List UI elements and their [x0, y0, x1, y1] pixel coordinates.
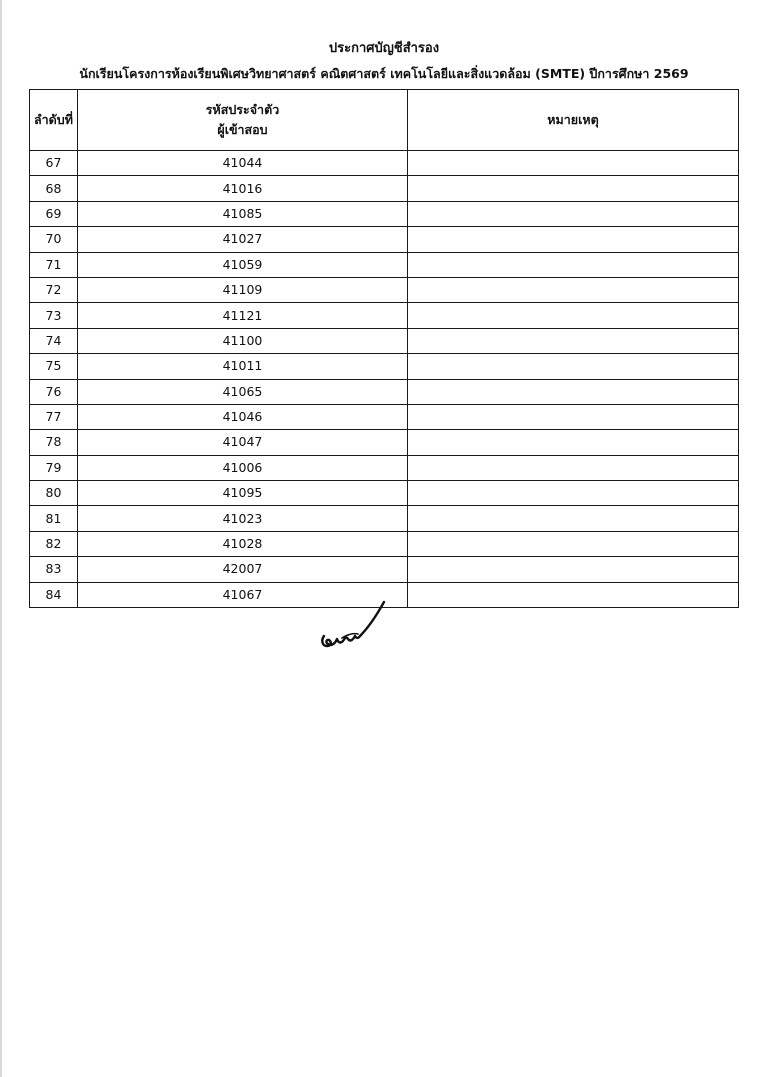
reserve-list-table-container [29, 89, 738, 608]
cell-order: 68 [30, 176, 78, 201]
cell-candidate-id: 41011 [78, 354, 408, 379]
table-row [30, 201, 739, 226]
cell-remark [408, 151, 739, 176]
cell-candidate-id: 41023 [78, 506, 408, 531]
cell-order: 83 [30, 557, 78, 582]
cell-candidate-id: 41044 [78, 151, 408, 176]
table-row [30, 252, 739, 277]
cell-remark [408, 303, 739, 328]
cell-remark [408, 557, 739, 582]
cell-candidate-id: 41085 [78, 201, 408, 226]
cell-order: 79 [30, 455, 78, 480]
signature-icon [318, 598, 388, 652]
table-row [30, 481, 739, 506]
cell-order: 67 [30, 151, 78, 176]
cell-remark [408, 277, 739, 302]
cell-order: 76 [30, 379, 78, 404]
cell-order: 75 [30, 354, 78, 379]
cell-remark [408, 582, 739, 607]
table-body [30, 151, 739, 608]
cell-remark [408, 430, 739, 455]
cell-candidate-id: 41067 [78, 582, 408, 607]
cell-order: 70 [30, 227, 78, 252]
cell-order: 81 [30, 506, 78, 531]
table-row [30, 531, 739, 556]
document-subtitle: นักเรียนโครงการห้องเรียนพิเศษวิทยาศาสตร์ คณิตศาสตร์ เทคโนโลยีและสิ่งแวดล้อม (SMTE) ปีการศึกษา 2569 [79, 66, 689, 81]
cell-remark [408, 481, 739, 506]
header-order: ลำดับที่ [30, 90, 78, 151]
table-row [30, 176, 739, 201]
cell-order: 80 [30, 481, 78, 506]
scan-edge [0, 0, 2, 1077]
cell-candidate-id: 41095 [78, 481, 408, 506]
cell-remark [408, 227, 739, 252]
table-header-row [30, 90, 739, 151]
cell-remark [408, 252, 739, 277]
cell-remark [408, 506, 739, 531]
cell-candidate-id: 41046 [78, 404, 408, 429]
cell-candidate-id: 41006 [78, 455, 408, 480]
cell-remark [408, 455, 739, 480]
header-candidate-id [78, 90, 408, 151]
cell-remark [408, 354, 739, 379]
cell-order: 69 [30, 201, 78, 226]
cell-remark [408, 176, 739, 201]
table-row [30, 303, 739, 328]
cell-candidate-id: 41109 [78, 277, 408, 302]
cell-remark [408, 328, 739, 353]
cell-candidate-id: 41059 [78, 252, 408, 277]
cell-remark [408, 379, 739, 404]
cell-candidate-id: 41047 [78, 430, 408, 455]
table-row [30, 404, 739, 429]
reserve-list-table [29, 89, 739, 608]
table-row [30, 506, 739, 531]
cell-order: 73 [30, 303, 78, 328]
header-remark: หมายเหตุ [408, 90, 739, 151]
cell-candidate-id: 41027 [78, 227, 408, 252]
table-row [30, 328, 739, 353]
cell-order: 74 [30, 328, 78, 353]
cell-candidate-id: 41028 [78, 531, 408, 556]
table-row [30, 379, 739, 404]
cell-order: 84 [30, 582, 78, 607]
cell-candidate-id: 41121 [78, 303, 408, 328]
table-row [30, 455, 739, 480]
cell-order: 77 [30, 404, 78, 429]
table-row [30, 430, 739, 455]
table-row [30, 354, 739, 379]
header-id-line2: ผู้เข้าสอบ [217, 122, 268, 137]
cell-order: 82 [30, 531, 78, 556]
document-title: ประกาศบัญชีสำรอง [328, 41, 440, 56]
table-row [30, 557, 739, 582]
cell-remark [408, 201, 739, 226]
header-id-line1: รหัสประจำตัว [205, 102, 280, 117]
cell-candidate-id: 41065 [78, 379, 408, 404]
cell-remark [408, 531, 739, 556]
table-row [30, 277, 739, 302]
table-row [30, 151, 739, 176]
cell-order: 71 [30, 252, 78, 277]
cell-candidate-id: 41100 [78, 328, 408, 353]
cell-candidate-id: 41016 [78, 176, 408, 201]
cell-candidate-id: 42007 [78, 557, 408, 582]
table-row [30, 227, 739, 252]
cell-remark [408, 404, 739, 429]
cell-order: 78 [30, 430, 78, 455]
cell-order: 72 [30, 277, 78, 302]
